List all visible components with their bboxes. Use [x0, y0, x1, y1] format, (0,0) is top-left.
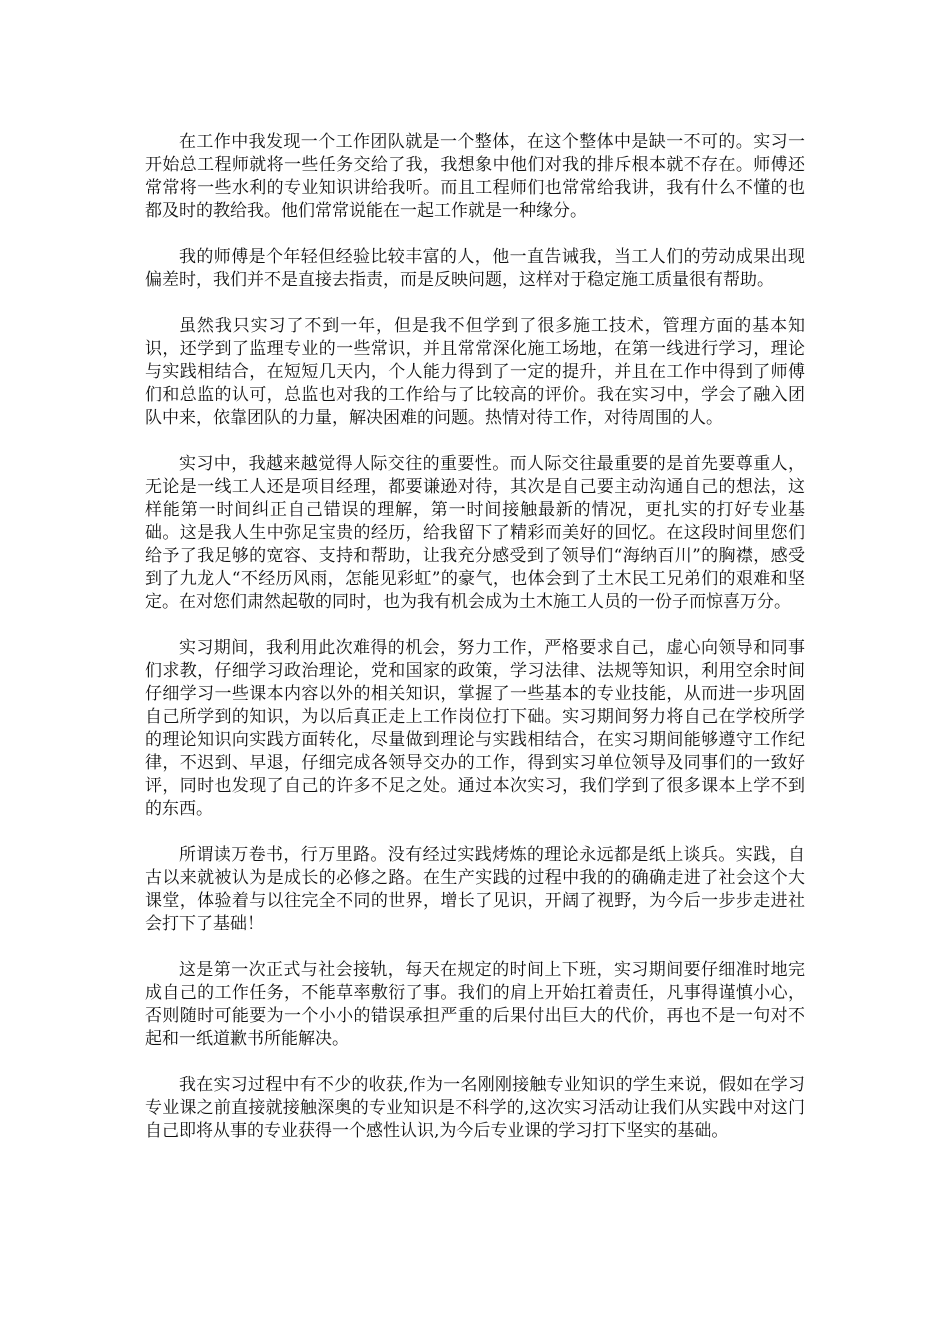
document-body	[145, 131, 805, 1166]
paragraph-teamwork: 在工作中我发现一个工作团队就是一个整体，在这个整体中是缺一不可的。实习一开始总工程师就将一些任务交给了我，我想象中他们对我的排斥根本就不存在。师傅还常常将一些水利的专业知识讲给我听。而且工程师们也常常给我讲，我有什么不懂的也都及时的教给我。他们常常说能在一起工作就是一种缘分。	[145, 132, 805, 221]
paragraph-gains: 我在实习过程中有不少的收获,作为一名刚刚接触专业知识的学生来说，假如在学习专业课之前直接就接触深奥的专业知识是不科学的,这次实习活动让我们从实践中对这门自己即将从事的专业获得一个感性认识,为今后专业课的学习打下坚实的基础。	[145, 1075, 805, 1141]
paragraph-practice: 所谓读万卷书，行万里路。没有经过实践烤炼的理论永远都是纸上谈兵。实践，自古以来就被认为是成长的必修之路。在生产实践的过程中我的的确确走进了社会这个大课堂，体验着与以往完全不同的世界，增长了见识，开阔了视野，为今后一步步走进社会打下了基础！	[145, 845, 805, 934]
paragraph-internship-period: 实习期间，我利用此次难得的机会，努力工作，严格要求自己，虚心向领导和同事们求教，仔细学习政治理论，党和国家的政策，学习法律、法规等知识，利用空余时间仔细学习一些课本内容以外的相关知识，掌握了一些基本的专业技能，从而进一步巩固自己所学到的知识，为以后真正走上工作岗位打下础。实习期间努力将自己在学校所学的理论知识向实践方面转化，尽量做到理论与实践相结合，在实习期间能够遵守工作纪律，不迟到、早退，仔细完成各领导交办的工作，得到实习单位领导及同事们的一致好评，同时也发现了自己的许多不足之处。通过本次实习，我们学到了很多课本上学不到的东西。	[145, 638, 805, 819]
paragraph-society: 这是第一次正式与社会接轨，每天在规定的时间上下班，实习期间要仔细准时地完成自己的工作任务，不能草率敷衍了事。我们的肩上开始扛着责任，凡事得谨慎小心，否则随时可能要为一个小小的错误承担严重的后果付出巨大的代价，再也不是一句对不起和一纸道歉书所能解决。	[145, 960, 805, 1049]
paragraph-mentor: 我的师傅是个年轻但经验比较丰富的人，他一直告诫我，当工人们的劳动成果出现偏差时，我们并不是直接去指责，而是反映问题，这样对于稳定施工质量很有帮助。	[145, 247, 805, 290]
paragraph-learning: 虽然我只实习了不到一年，但是我不但学到了很多施工技术，管理方面的基本知识，还学到了监理专业的一些常识，并且常常深化施工场地，在第一线进行学习，理论与实践相结合，在短短几天内，个人能力得到了一定的提升，并且在工作中得到了师傅们和总监的认可，总监也对我的工作给与了比较高的评价。我在实习中，学会了融入团队中来，依靠团队的力量，解决困难的问题。热情对待工作，对待周围的人。	[145, 316, 805, 428]
paragraph-interpersonal: 实习中，我越来越觉得人际交往的重要性。而人际交往最重要的是首先要尊重人，无论是一线工人还是项目经理，都要谦逊对待，其次是自己要主动沟通自己的想法，这样能第一时间纠正自己错误的理解，第一时间接触最新的情况，更扎实的打好专业基础。这是我人生中弥足宝贵的经历，给我留下了精彩而美好的回忆。在这段时间里您们给予了我足够的宽容、支持和帮助，让我充分感受到了领导们“海纳百川”的胸襟，感受到了九龙人“不经历风雨，怎能见彩虹”的豪气，也体会到了土木民工兄弟们的艰难和坚定。在对您们肃然起敬的同时，也为我有机会成为土木施工人员的一份子而惊喜万分。	[145, 454, 805, 612]
